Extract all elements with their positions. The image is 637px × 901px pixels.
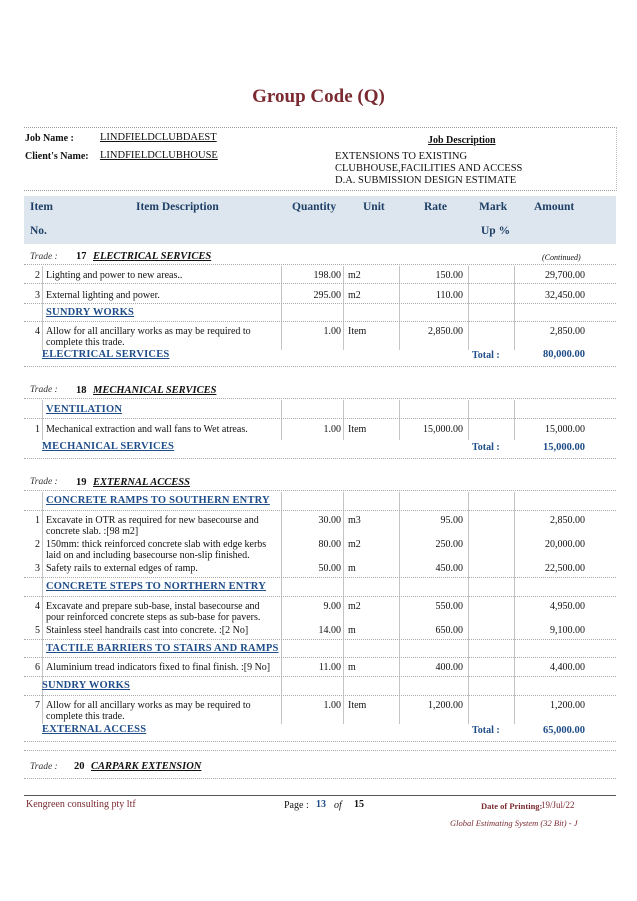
subheading: CONCRETE RAMPS TO SOUTHERN ENTRY bbox=[46, 495, 270, 506]
table-row-amount: 4,400.00 bbox=[550, 662, 585, 673]
footer-system: Global Estimating System (32 Bit) - J bbox=[450, 818, 578, 828]
subheading: SUNDRY WORKS bbox=[42, 680, 131, 691]
table-row-amount: 9,100.00 bbox=[550, 625, 585, 636]
table-row-unit: Item bbox=[348, 424, 367, 435]
table-row-amount: 2,850.00 bbox=[550, 515, 585, 526]
col-mark: Mark bbox=[479, 201, 508, 213]
table-row-amount: 2,850.00 bbox=[550, 326, 585, 337]
table-row-unit: Item bbox=[348, 326, 367, 337]
table-row-no: 2 bbox=[35, 539, 40, 550]
table-row-desc: Allow for all ancillary works as may be required to complete this trade. bbox=[46, 326, 251, 348]
job-description-label: Job Description bbox=[428, 135, 496, 146]
table-row-no: 1 bbox=[35, 515, 40, 526]
total-label: Total : bbox=[472, 725, 500, 736]
client-name-value: LINDFIELDCLUBHOUSE bbox=[100, 150, 218, 161]
col-amount: Amount bbox=[534, 201, 575, 213]
trade-label: Trade : bbox=[30, 477, 58, 487]
table-row-rate: 1,200.00 bbox=[428, 700, 463, 711]
table-row-rate: 650.00 bbox=[435, 625, 463, 636]
table-row-unit: m2 bbox=[348, 601, 361, 612]
table-row-qty: 50.00 bbox=[318, 563, 341, 574]
table-row-no: 2 bbox=[35, 270, 40, 281]
table-row-unit: Item bbox=[348, 700, 367, 711]
table-row-qty: 30.00 bbox=[318, 515, 341, 526]
trade-label: Trade : bbox=[30, 385, 58, 395]
trade-name: EXTERNAL ACCESS bbox=[93, 477, 190, 488]
trade-total: 65,000.00 bbox=[543, 725, 585, 736]
subheading: SUNDRY WORKS bbox=[46, 307, 135, 318]
col-up: Up % bbox=[481, 225, 511, 237]
table-row-qty: 14.00 bbox=[318, 625, 341, 636]
table-row-rate: 450.00 bbox=[435, 563, 463, 574]
col-no: No. bbox=[30, 225, 47, 237]
table-row-rate: 150.00 bbox=[435, 270, 463, 281]
table-row-desc: 150mm: thick reinforced concrete slab with edge kerbs laid on and including basecourse non-slip finished. bbox=[46, 539, 267, 561]
col-description: Item Description bbox=[136, 201, 219, 213]
table-row-rate: 550.00 bbox=[435, 601, 463, 612]
table-row-rate: 95.00 bbox=[440, 515, 463, 526]
table-row-no: 7 bbox=[35, 700, 40, 711]
client-name-label: Client's Name: bbox=[25, 151, 89, 162]
table-row-qty: 1.00 bbox=[323, 700, 341, 711]
table-row-unit: m2 bbox=[348, 539, 361, 550]
table-row-rate: 2,850.00 bbox=[428, 326, 463, 337]
continued-note: (Continued) bbox=[542, 253, 581, 262]
trade-name: MECHANICAL SERVICES bbox=[93, 385, 217, 396]
table-row-qty: 80.00 bbox=[318, 539, 341, 550]
table-row-no: 6 bbox=[35, 662, 40, 673]
footer-of: of bbox=[334, 800, 342, 811]
table-row-qty: 1.00 bbox=[323, 424, 341, 435]
table-row-desc: Safety rails to external edges of ramp. bbox=[46, 563, 198, 574]
trade-total: 15,000.00 bbox=[543, 442, 585, 453]
trade-number: 19 bbox=[76, 477, 87, 488]
table-row-rate: 110.00 bbox=[435, 290, 463, 301]
col-item: Item bbox=[30, 201, 53, 213]
table-row-unit: m2 bbox=[348, 270, 361, 281]
trade-name: ELECTRICAL SERVICES bbox=[93, 251, 212, 262]
table-row-no: 1 bbox=[35, 424, 40, 435]
table-row-amount: 22,500.00 bbox=[545, 563, 585, 574]
job-description-line-2: CLUBHOUSE,FACILITIES AND ACCESS bbox=[335, 163, 523, 174]
page-title: Group Code (Q) bbox=[252, 86, 385, 107]
table-row-desc: Allow for all ancillary works as may be required to complete this trade. bbox=[46, 700, 251, 722]
table-row-unit: m bbox=[348, 662, 356, 673]
table-row-amount: 15,000.00 bbox=[545, 424, 585, 435]
col-unit: Unit bbox=[363, 201, 385, 213]
table-row-amount: 1,200.00 bbox=[550, 700, 585, 711]
table-row-rate: 15,000.00 bbox=[423, 424, 463, 435]
col-rate: Rate bbox=[424, 201, 447, 213]
table-row-desc: Mechanical extraction and wall fans to Wet atreas. bbox=[46, 424, 248, 435]
footer-rule bbox=[24, 795, 616, 796]
total-label: Total : bbox=[472, 350, 500, 361]
table-row-amount: 29,700.00 bbox=[545, 270, 585, 281]
footer-printing-label: Date of Printing: bbox=[481, 801, 543, 811]
table-row-desc: Excavate and prepare sub-base, instal basecourse and pour reinforced concrete steps as sub-base for pavers. bbox=[46, 601, 261, 623]
trade-name: CARPARK EXTENSION bbox=[91, 761, 202, 772]
job-description-line-3: D.A. SUBMISSION DESIGN ESTIMATE bbox=[335, 175, 517, 186]
table-row-unit: m2 bbox=[348, 290, 361, 301]
table-row-no: 4 bbox=[35, 326, 40, 337]
job-description-line-1: EXTENSIONS TO EXISTING bbox=[335, 151, 468, 162]
trade-footer-name: ELECTRICAL SERVICES bbox=[42, 349, 170, 360]
table-row-desc: Lighting and power to new areas.. bbox=[46, 270, 183, 281]
table-row-no: 3 bbox=[35, 563, 40, 574]
job-name-label: Job Name : bbox=[25, 133, 74, 144]
subheading: VENTILATION bbox=[46, 404, 123, 415]
table-row-amount: 4,950.00 bbox=[550, 601, 585, 612]
trade-footer-name: MECHANICAL SERVICES bbox=[42, 441, 175, 452]
table-row-qty: 295.00 bbox=[313, 290, 341, 301]
trade-footer-name: EXTERNAL ACCESS bbox=[42, 724, 147, 735]
col-quantity: Quantity bbox=[292, 201, 337, 213]
table-row-no: 4 bbox=[35, 601, 40, 612]
table-row-no: 5 bbox=[35, 625, 40, 636]
footer-page-label: Page : bbox=[284, 800, 309, 811]
table-row-desc: Aluminium tread indicators fixed to final finish. :[9 No] bbox=[46, 662, 271, 673]
table-row-unit: m bbox=[348, 563, 356, 574]
table-row-qty: 1.00 bbox=[323, 326, 341, 337]
table-row-qty: 198.00 bbox=[313, 270, 341, 281]
trade-number: 20 bbox=[74, 761, 85, 772]
trade-total: 80,000.00 bbox=[543, 349, 585, 360]
table-row-amount: 32,450.00 bbox=[545, 290, 585, 301]
footer-company: Kengreen consulting pty ltf bbox=[26, 799, 136, 810]
footer-printing-date: 19/Jul/22 bbox=[541, 800, 575, 810]
table-row-rate: 400.00 bbox=[435, 662, 463, 673]
subheading: CONCRETE STEPS TO NORTHERN ENTRY bbox=[46, 581, 266, 592]
table-row-qty: 9.00 bbox=[323, 601, 341, 612]
trade-label: Trade : bbox=[30, 252, 58, 262]
footer-page-count: 15 bbox=[354, 799, 364, 810]
table-row-no: 3 bbox=[35, 290, 40, 301]
table-row-desc: External lighting and power. bbox=[46, 290, 160, 301]
trade-number: 17 bbox=[76, 251, 87, 262]
footer-page-number: 13 bbox=[316, 799, 326, 810]
table-row-desc: Stainless steel handrails cast into concrete. :[2 No] bbox=[46, 625, 249, 636]
table-row-qty: 11.00 bbox=[318, 662, 341, 673]
trade-label: Trade : bbox=[30, 762, 58, 772]
table-row-unit: m bbox=[348, 625, 356, 636]
job-name-value: LINDFIELDCLUBDAEST bbox=[100, 132, 217, 143]
table-row-amount: 20,000.00 bbox=[545, 539, 585, 550]
subheading: TACTILE BARRIERS TO STAIRS AND RAMPS bbox=[46, 643, 279, 654]
table-row-desc: Excavate in OTR as required for new basecourse and concrete slab. :[98 m2] bbox=[46, 515, 259, 537]
trade-number: 18 bbox=[76, 385, 87, 396]
table-row-unit: m3 bbox=[348, 515, 361, 526]
total-label: Total : bbox=[472, 442, 500, 453]
table-row-rate: 250.00 bbox=[435, 539, 463, 550]
